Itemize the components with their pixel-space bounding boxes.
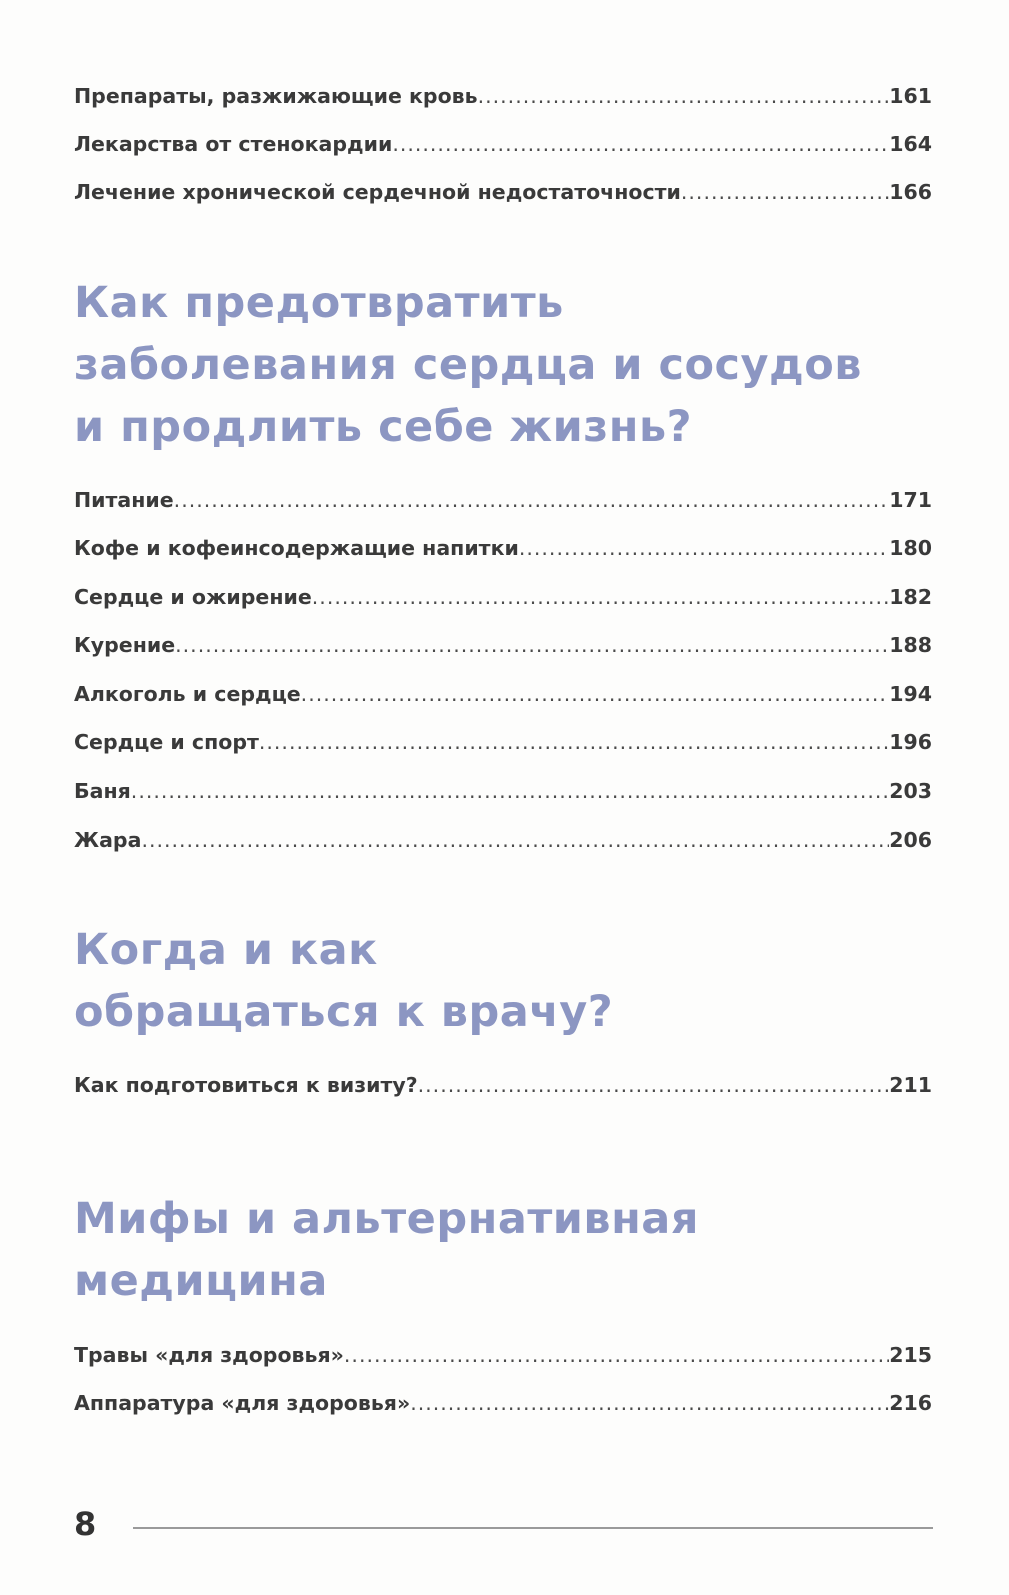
dot-leader xyxy=(175,633,889,657)
dot-leader xyxy=(131,779,889,803)
dot-leader xyxy=(259,730,889,754)
toc-entry xyxy=(74,779,932,809)
toc-entry xyxy=(74,488,932,518)
toc-entry-title: Травы «для здоровья» xyxy=(74,1343,344,1367)
toc-entry-title: Кофе и кофеинсодержащие напитки xyxy=(74,536,519,560)
toc-entry xyxy=(74,1073,932,1103)
toc-entry-page: 211 xyxy=(889,1073,932,1097)
toc-entry xyxy=(74,633,932,663)
toc-entry-page: 196 xyxy=(889,730,932,754)
dot-leader xyxy=(478,84,890,108)
toc-entry-page: 215 xyxy=(889,1343,932,1367)
toc-entry xyxy=(74,682,932,712)
toc-entry-page: 216 xyxy=(889,1391,932,1415)
dot-leader xyxy=(141,828,889,852)
dot-leader xyxy=(312,585,889,609)
toc-entry-page: 180 xyxy=(889,536,932,560)
toc-entry-title: Лекарства от стенокардии xyxy=(74,132,393,156)
dot-leader xyxy=(418,1073,890,1097)
toc-entry-page: 161 xyxy=(889,84,932,108)
section-heading-line: Мифы и альтернативная xyxy=(74,1194,699,1244)
dot-leader xyxy=(301,682,890,706)
dot-leader xyxy=(344,1343,889,1367)
section-heading-line: медицина xyxy=(74,1256,328,1306)
section-heading-line: обращаться к врачу? xyxy=(74,987,614,1037)
toc-entry-page: 203 xyxy=(889,779,932,803)
toc-entry xyxy=(74,585,932,615)
toc-entry xyxy=(74,132,932,162)
toc-entry-page: 166 xyxy=(889,180,932,204)
toc-entry-title: Баня xyxy=(74,779,131,803)
section-heading-line: и продлить себе жизнь? xyxy=(74,402,693,452)
dot-leader xyxy=(410,1391,889,1415)
toc-entry-title: Алкоголь и сердце xyxy=(74,682,301,706)
toc-entry-title: Аппаратура «для здоровья» xyxy=(74,1391,411,1415)
toc-entry xyxy=(74,84,932,114)
toc-entry-page: 188 xyxy=(889,633,932,657)
page-number: 8 xyxy=(74,1505,97,1543)
toc-entry xyxy=(74,536,932,566)
dot-leader xyxy=(681,180,889,204)
toc-entry-title: Как подготовиться к визиту? xyxy=(74,1073,418,1097)
dot-leader xyxy=(519,536,889,560)
dot-leader xyxy=(174,488,890,512)
toc-entry-title: Питание xyxy=(74,488,174,512)
toc-entry-title: Жара xyxy=(74,828,142,852)
section-heading-line: Когда и как xyxy=(74,925,378,975)
dot-leader xyxy=(392,132,889,156)
toc-entry-page: 182 xyxy=(889,585,932,609)
toc-entry xyxy=(74,828,932,858)
toc-entry xyxy=(74,180,932,210)
section-heading xyxy=(74,919,613,1043)
section-heading-line: Как предотвратить xyxy=(74,278,564,328)
toc-entry-page: 206 xyxy=(889,828,932,852)
toc-entry xyxy=(74,730,932,760)
section-heading-line: заболевания сердца и сосудов xyxy=(74,340,863,390)
toc-entry-page: 164 xyxy=(889,132,932,156)
toc-entry-title: Препараты, разжижающие кровь xyxy=(74,84,478,108)
toc-entry-title: Сердце и спорт xyxy=(74,730,259,754)
section-heading xyxy=(74,1188,699,1312)
toc-entry xyxy=(74,1391,932,1421)
toc-entry xyxy=(74,1343,932,1373)
section-heading xyxy=(74,272,862,458)
toc-entry-title: Сердце и ожирение xyxy=(74,585,312,609)
toc-entry-page: 194 xyxy=(889,682,932,706)
toc-entry-title: Курение xyxy=(74,633,176,657)
toc-entry-page: 171 xyxy=(889,488,932,512)
footer-rule xyxy=(133,1527,933,1529)
toc-entry-title: Лечение хронической сердечной недостаточности xyxy=(74,180,681,204)
